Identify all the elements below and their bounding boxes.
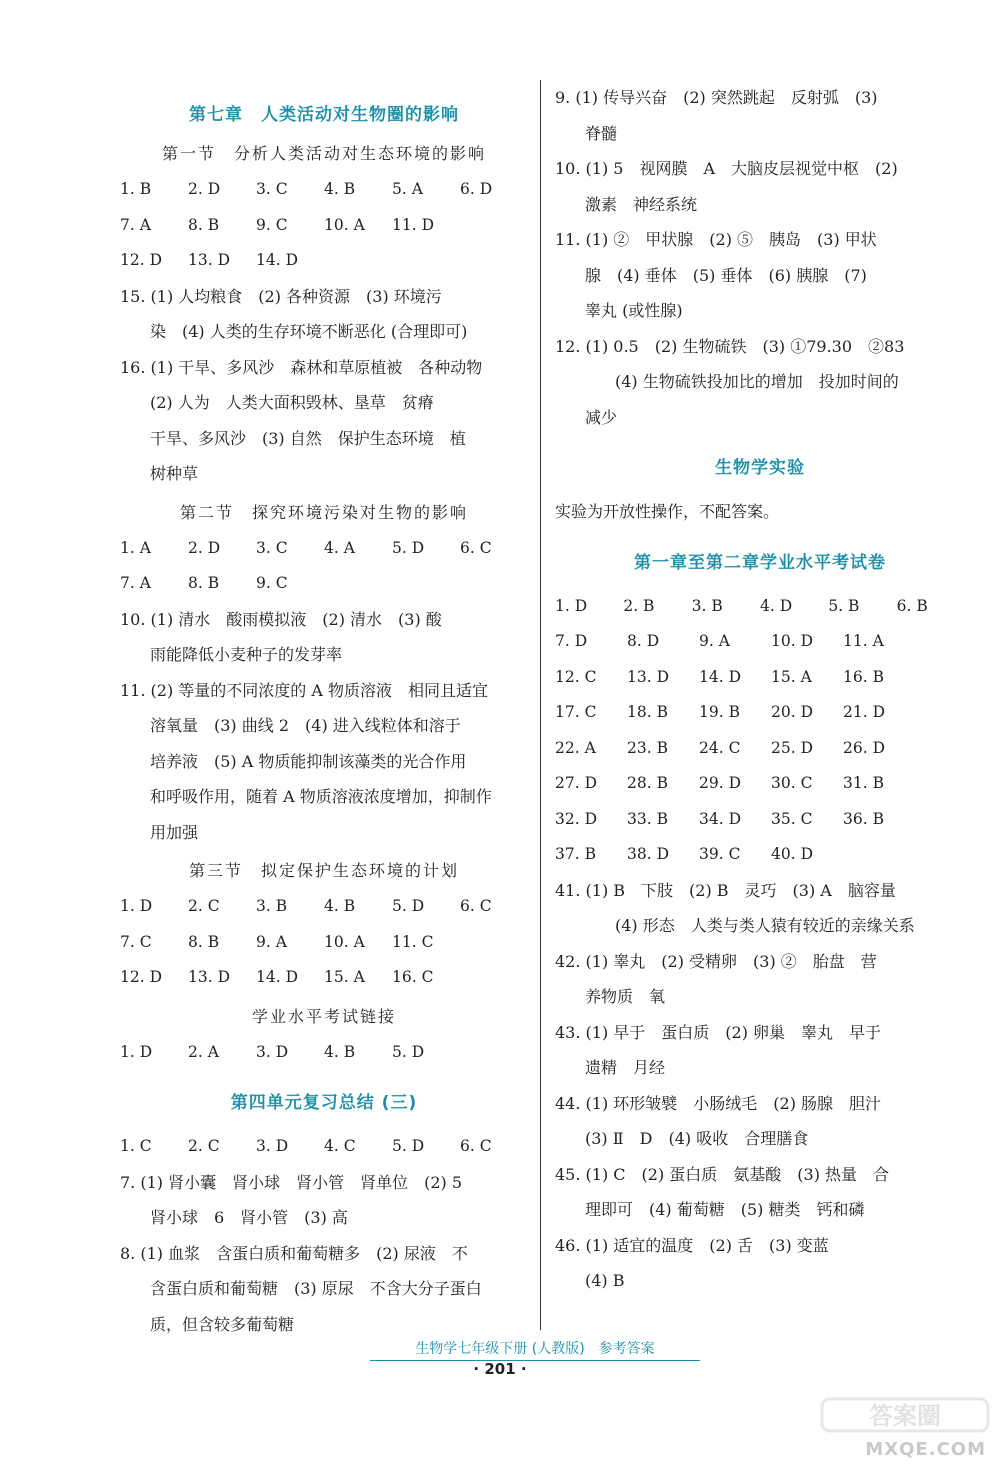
answer-item: 33. B <box>627 809 668 828</box>
answer-item: 16. B <box>843 667 884 686</box>
answer-row <box>120 566 528 602</box>
answer-item: 18. B <box>627 703 668 721</box>
answer-e43: 43. (1) 早于 蛋白质 (2) 卵巢 睾丸 早于 遗精 月经 <box>555 1022 882 1077</box>
answer-item: 28. B <box>627 774 668 792</box>
answer-item: 11. A <box>843 632 884 650</box>
answer-row <box>120 960 528 996</box>
answer-r11: 11. (1) ② 甲状腺 (2) ⑤ 胰岛 (3) 甲状 腺 (4) 垂体 (5) 垂体 (6) 胰腺 (7) 睾丸 (或性腺) <box>555 230 877 320</box>
watermark <box>810 1395 990 1465</box>
answer-row <box>555 766 965 802</box>
experiment-note: 实验为开放性操作，不配答案。 <box>555 502 780 521</box>
answer-item: 36. B <box>843 809 884 828</box>
answer-item: 3. C <box>256 538 288 557</box>
answer-q15: 15. (1) 人均粮食 (2) 各种资源 (3) 环境污 染 (4) 人类的生存环境不断恶化 (合理即可) <box>120 286 468 341</box>
answer-item: 11. D <box>392 215 435 234</box>
answer-e41: 41. (1) B 下肢 (2) B 灵巧 (3) A 脑容量 (4) 形态 人类与类人猿有较近的亲缘关系 <box>555 880 915 935</box>
answer-item: 34. D <box>699 809 742 828</box>
answer-item: 3. C <box>256 180 288 198</box>
watermark-logo-text: 答案圈 <box>869 1402 941 1430</box>
answer-item: 29. D <box>699 774 742 792</box>
answer-row <box>120 1129 528 1165</box>
answer-q16: 16. (1) 干旱、多风沙 森林和草原植被 各种动物 (2) 人为 人类大面积毁林、垦草 贫瘠 干旱、多风沙 (3) 自然 保护生态环境 植 树种草 <box>120 357 483 483</box>
answer-item: 32. D <box>555 809 598 828</box>
answer-item: 27. D <box>555 774 598 792</box>
answer-item: 15. A <box>771 667 812 686</box>
answer-item: 3. B <box>256 897 288 915</box>
page-number: · 201 · <box>473 1360 527 1378</box>
answer-item: 6. D <box>460 180 493 198</box>
answer-r7: 7. (1) 肾小囊 肾小球 肾小管 肾单位 (2) 5 肾小球 6 肾小管 (3) 高 <box>120 1172 463 1227</box>
answer-item: 25. D <box>771 738 814 757</box>
answer-item: 22. A <box>555 738 596 757</box>
answer-item: 5. B <box>828 596 860 615</box>
answer-item: 10. A <box>324 215 365 234</box>
answer-row <box>120 243 528 279</box>
answer-item: 31. B <box>843 774 884 792</box>
answer-item: 2. B <box>623 596 655 615</box>
answer-item: 13. D <box>627 667 670 686</box>
answer-row <box>120 172 528 208</box>
answer-item: 23. B <box>627 738 668 757</box>
answer-grid <box>555 589 965 873</box>
answer-item: 40. D <box>771 845 814 863</box>
answer-grid <box>120 889 528 996</box>
answer-row <box>555 695 965 731</box>
answer-item: 6. C <box>460 897 492 915</box>
answer-item: 13. D <box>188 968 231 986</box>
column-divider <box>540 80 541 1330</box>
answer-item: 24. C <box>699 738 741 757</box>
answer-e45: 45. (1) C (2) 蛋白质 氨基酸 (3) 热量 合 理即可 (4) 葡萄糖 (5) 糖类 钙和磷 <box>555 1164 890 1219</box>
section-title: 第三节 拟定保护生态环境的计划 <box>188 861 459 880</box>
answer-item: 1. D <box>120 897 153 915</box>
answer-item: 4. C <box>324 1137 356 1155</box>
answer-item: 8. B <box>188 932 220 951</box>
answer-item: 9. C <box>256 574 288 592</box>
answer-item: 2. C <box>188 897 220 915</box>
answer-item: 6. B <box>896 596 928 615</box>
answer-item: 5. D <box>392 1042 425 1061</box>
answer-item: 15. A <box>324 968 365 986</box>
answer-item: 39. C <box>699 845 741 863</box>
answer-item: 4. A <box>324 538 355 557</box>
exam-title: 第一章至第二章学业水平考试卷 <box>634 552 886 573</box>
answer-item: 5. D <box>392 897 425 915</box>
answer-item: 21. D <box>843 703 886 721</box>
answer-q11: 11. (2) 等量的不同浓度的 A 物质溶液 相同且适宜 溶氧量 (3) 曲线 2 (4) 进入线粒体和溶于 培养液 (5) A 物质能抑制该藻类的光合作用 和呼吸作用，随着 A 物质溶液浓度增加，抑制作 用加强 <box>120 680 492 842</box>
answer-grid <box>120 531 528 602</box>
answer-item: 3. D <box>256 1137 289 1155</box>
answer-item: 12. C <box>555 667 597 686</box>
answer-item: 1. D <box>555 596 588 615</box>
answer-row <box>120 1035 528 1071</box>
answer-item: 7. C <box>120 932 152 951</box>
answer-row <box>120 531 528 567</box>
answer-row <box>120 925 528 961</box>
answer-item: 14. D <box>256 968 299 986</box>
right-column <box>555 80 965 1299</box>
answer-r10: 10. (1) 5 视网膜 A 大脑皮层视觉中枢 (2) 激素 神经系统 <box>555 159 898 214</box>
answer-item: 1. C <box>120 1137 152 1155</box>
answer-item: 38. D <box>627 845 670 863</box>
answer-item: 4. B <box>324 897 356 915</box>
answer-item: 9. C <box>256 215 288 234</box>
answer-item: 14. D <box>256 251 299 269</box>
answer-item: 5. A <box>392 180 423 198</box>
answer-item: 12. D <box>120 968 163 986</box>
answer-item: 30. C <box>771 774 813 792</box>
answer-item: 8. B <box>188 574 220 592</box>
answer-item: 16. C <box>392 968 434 986</box>
answer-item: 17. C <box>555 703 597 721</box>
answer-item: 2. D <box>188 180 221 198</box>
section-title: 第一节 分析人类活动对生态环境的影响 <box>161 144 486 163</box>
answer-item: 11. C <box>392 932 434 951</box>
answer-row <box>555 731 965 767</box>
answer-item: 5. D <box>392 1137 425 1155</box>
answer-e44: 44. (1) 环形皱襞 小肠绒毛 (2) 肠腺 胆汁 (3) Ⅱ D (4) 吸收 合理膳食 <box>555 1093 882 1148</box>
book-title: 生物学七年级下册 (人教版) 参考答案 <box>370 1338 700 1361</box>
answer-row <box>555 624 965 660</box>
answer-item: 1. B <box>120 180 152 198</box>
answer-item: 2. A <box>188 1042 219 1061</box>
answer-row <box>120 208 528 244</box>
answer-item: 9. A <box>256 932 287 951</box>
answer-r9: 9. (1) 传导兴奋 (2) 突然跳起 反射弧 (3) 脊髓 <box>555 88 878 143</box>
answer-grid <box>120 172 528 279</box>
answer-row <box>555 660 965 696</box>
experiment-title: 生物学实验 <box>715 458 805 478</box>
answer-e42: 42. (1) 睾丸 (2) 受精卵 (3) ② 胎盘 营 养物质 氧 <box>555 951 877 1006</box>
answer-item: 4. B <box>324 1042 356 1061</box>
answer-item: 20. D <box>771 703 814 721</box>
chapter-title: 第七章 人类活动对生物圈的影响 <box>189 105 459 125</box>
answer-item: 14. D <box>699 667 742 686</box>
answer-item: 37. B <box>555 845 596 863</box>
answer-row <box>120 889 528 925</box>
answer-row <box>555 837 965 873</box>
answer-row <box>555 802 965 838</box>
answer-grid <box>120 1129 528 1165</box>
answer-item: 9. A <box>699 632 730 650</box>
answer-item: 2. C <box>188 1137 220 1155</box>
answer-r12: 12. (1) 0.5 (2) 生物硫铁 (3) ①79.30 ②83 (4) 生物硫铁投加比的增加 投加时间的 减少 <box>555 336 905 427</box>
answer-item: 5. D <box>392 538 425 557</box>
watermark-site: MXQE.COM <box>865 1439 986 1460</box>
answer-item: 7. A <box>120 574 151 592</box>
review-title: 第四单元复习总结 (三) <box>230 1093 418 1113</box>
answer-item: 1. A <box>120 538 151 557</box>
answer-item: 26. D <box>843 738 886 757</box>
answer-item: 13. D <box>188 251 231 269</box>
answer-item: 1. D <box>120 1042 153 1061</box>
answer-item: 4. B <box>324 180 356 198</box>
answer-item: 7. A <box>120 215 151 234</box>
answer-item: 3. D <box>256 1042 289 1061</box>
answer-item: 8. B <box>188 215 220 234</box>
answer-item: 8. D <box>627 632 660 650</box>
section-title: 第二节 探究环境污染对生物的影响 <box>179 502 468 522</box>
section-title: 学业水平考试链接 <box>251 1006 396 1026</box>
answer-item: 6. C <box>460 1137 492 1155</box>
answer-item: 3. B <box>691 596 723 615</box>
answer-r8: 8. (1) 血浆 含蛋白质和葡萄糖多 (2) 尿液 不 含蛋白质和葡萄糖 (3) 原尿 不含大分子蛋白 质，但含较多葡萄糖 <box>120 1243 482 1334</box>
answer-item: 2. D <box>188 538 221 557</box>
answer-item: 12. D <box>120 251 163 269</box>
answer-row <box>555 589 965 625</box>
watermark-logo-icon <box>820 1395 990 1435</box>
answer-q10: 10. (1) 清水 酸雨模拟液 (2) 清水 (3) 酸 雨能降低小麦种子的发芽率 <box>120 609 442 664</box>
answer-item: 19. B <box>699 703 740 721</box>
left-column <box>120 78 528 1342</box>
answer-item: 10. A <box>324 932 365 951</box>
answer-item: 35. C <box>771 809 813 828</box>
answer-item: 7. D <box>555 632 588 650</box>
answer-item: 6. C <box>460 538 492 557</box>
answer-grid <box>120 1035 528 1071</box>
answer-item: 4. D <box>759 596 793 615</box>
answer-e46: 46. (1) 适宜的温度 (2) 舌 (3) 变蓝 (4) B <box>555 1235 829 1290</box>
answer-item: 10. D <box>771 632 814 650</box>
